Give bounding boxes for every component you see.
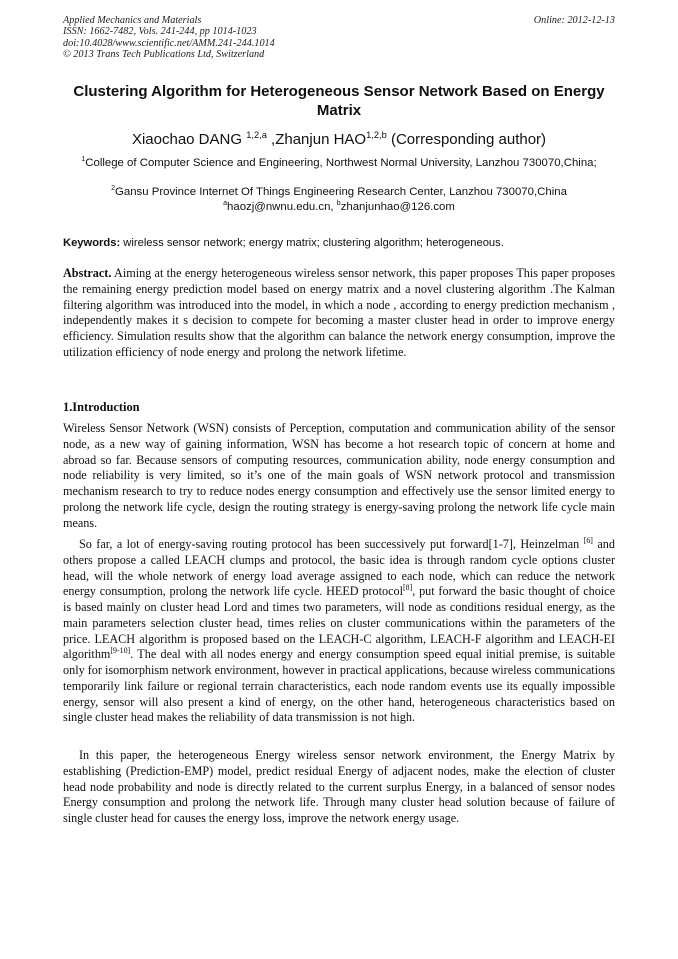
intro-p2-part-a: So far, a lot of energy-saving routing protocol has been successively put forward[1-7], Heinzelman: [79, 537, 584, 551]
email-a: haozj@nwnu.edu.cn,: [227, 201, 337, 213]
issn-line: ISSN: 1662-7482, Vols. 241-244, pp 1014-1023: [63, 26, 257, 38]
affiliation-2-text: Gansu Province Internet Of Things Engineering Research Center, Lanzhou 730070,China: [115, 186, 567, 198]
keywords-text: wireless sensor network; energy matrix; clustering algorithm; heterogeneous.: [120, 237, 504, 249]
author-1: Xiaochao DANG: [131, 131, 247, 148]
online-date: Online: 2012-12-13: [533, 15, 615, 26]
affiliation-1: [63, 156, 615, 171]
section-heading-introduction: 1.Introduction: [63, 400, 140, 414]
author-emails: [63, 200, 615, 215]
author-2-note: (Corresponding author): [386, 131, 547, 148]
email-b-mark: b: [336, 200, 341, 208]
intro-p2-part-d: . The deal with all nodes energy and energy consumption speed equal initial premise, is suitable only for isomorphism network environment, however in practical applications, because wireless communications temporarily link failure or regional terrain characteristics, each node random events use its equally impossible energy, sensor will also present a kind of energy, on the other hand, heterogeneous characteristics based on single cluster head makes the reliability of data transmission is not high.: [63, 647, 616, 725]
journal-name: Applied Mechanics and Materials: [63, 15, 202, 26]
journal-header: [63, 15, 423, 61]
affiliation-1-text: College of Computer Science and Engineering, Northwest Normal University, Lanzhou 730070,China;: [85, 157, 597, 169]
author-2-affiliation: 1,2,b: [366, 130, 387, 140]
citation-8: [8]: [403, 583, 413, 593]
copyright-line: © 2013 Trans Tech Publications Ltd, Switzerland: [63, 49, 265, 61]
author-1-affiliation: 1,2,a: [246, 130, 267, 140]
intro-paragraph-3: In this paper, the heterogeneous Energy wireless sensor network environment, the Energy Matrix by establishing (Prediction-EMP) model, predict residual Energy of adjacent nodes, make the election of cluster head node probability and node is directly related to the current surplus Energy, in a balanced of sensor nodes Energy consumption and prolong the network life. Through many cluster head solution because of failure of single cluster head for causes the energy loss, improve the network energy usage.: [63, 748, 615, 825]
email-a-mark: a: [223, 200, 228, 208]
keywords: [63, 236, 615, 250]
author-line: [63, 131, 615, 149]
email-b: zhanjunhao@126.com: [340, 201, 455, 213]
affiliation-2: [63, 185, 615, 200]
abstract: [63, 266, 615, 361]
affiliation-2-mark: 2: [111, 185, 115, 193]
citation-9-10: [9-10]: [110, 646, 131, 656]
doi-line: doi:10.4028/www.scientific.net/AMM.241-244.1014: [63, 37, 275, 49]
intro-p2-part-b: and others propose a called LEACH clumps and protocol, the basic idea is through random cycle options cluster head, will the whole network of energy load average assigned to each node, which can reduce the network energy consumption, prolong the network life cycle. HEED protocol: [63, 537, 615, 599]
abstract-label: Abstract.: [63, 266, 112, 280]
citation-6: [6]: [583, 535, 593, 545]
intro-paragraph-1: Wireless Sensor Network (WSN) consists of Perception, computation and communication ability of the sensor node, as a new way of gaining information, WSN has become a hot research topic of concern at home and abroad so far. Because sensors of computing resources, communication ability, node energy consumption and node reliability is very limited, so it’s one of the main goals of WSN network protocol and transmission mechanism research to try to reduce nodes energy consumption and effectively use the sensor limited energy to prolong the network life cycle, design the routing strategy is energy-saving prolong the network life cycle main means.: [63, 421, 615, 530]
affiliation-1-mark: 1: [81, 156, 86, 164]
author-2: ,Zhanjun HAO: [266, 131, 367, 148]
paper-title: Clustering Algorithm for Heterogeneous Sensor Network Based on Energy Matrix: [73, 83, 605, 119]
intro-p2-part-c: , put forward the basic thought of choice is based mainly on cluster head Lord and times two parameters, will node as conditions residual energy, as the main parameters selection cluster head, times relies on cluster communications within the parameters of the price. LEACH algorithm is proposed based on the LEACH-C algorithm, LEACH-F algorithm and LEACH-EI algorithm: [63, 584, 615, 662]
intro-paragraph-2: [63, 537, 615, 726]
keywords-label: Keywords:: [63, 237, 121, 249]
abstract-text: Aiming at the energy heterogeneous wireless sensor network, this paper proposes This paper proposes the remaining energy prediction model based on energy matrix and a novel clustering algorithm .The Kalman filtering algorithm was introduced into the model, in which a node , according to energy prediction mechanism , independently makes it s decision to compete for becoming a master cluster head in order to improve energy efficiency. Simulation results show that the algorithm can balance the network energy consumption, improve the utilization efficiency of node energy and prolong the network lifetime.: [63, 266, 615, 359]
